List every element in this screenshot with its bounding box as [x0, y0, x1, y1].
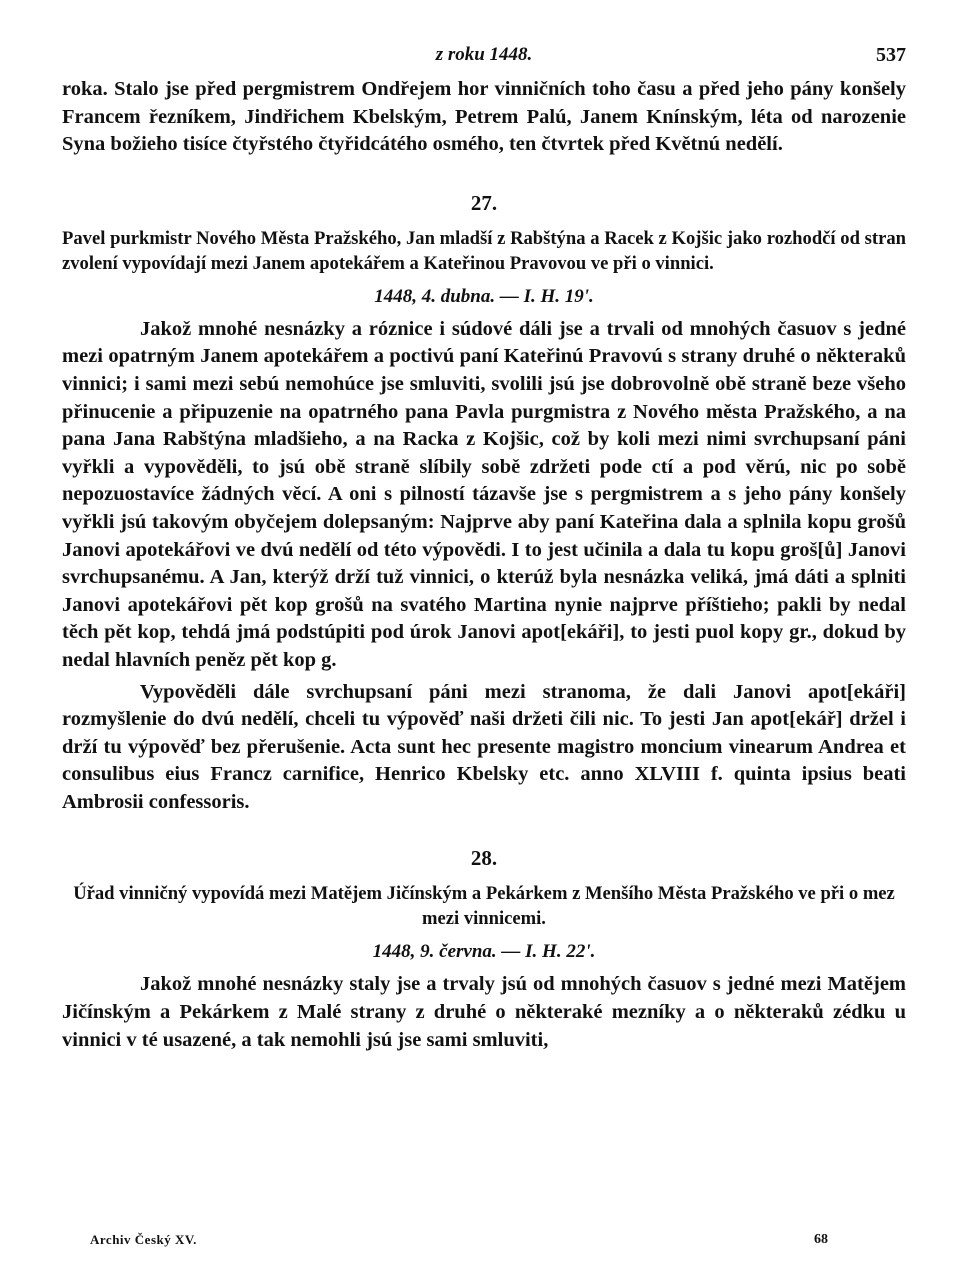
running-title: z roku 1448.	[435, 44, 533, 65]
section-27-paragraph-2: Vypověděli dále svrchupsaní páni mezi stranoma, že dali Janovi apot[ekáři] rozmyšlenie do dvú nedělí, chceli tu výpověď naši držeti čili nic. To jesti Jan apot[ekář] držel i drží tu výpověď bez přerušenie. Acta sunt hec presente magistro moncium vinearum Andrea et consulibus eius Francz carnifice, Henrico Kbelsky etc. anno XLVIII f. quinta ipsius beati Ambrosii confessoris.	[62, 680, 906, 813]
page-footer	[62, 1232, 906, 1256]
section-27-number: 27.	[470, 190, 498, 215]
section-28-regest: Úřad vinničný vypovídá mezi Matějem Jičínským a Pekárkem z Menšího Města Pražského ve při o mez mezi vinnicemi.	[73, 883, 895, 930]
section-27-date: 1448, 4. dubna. — I. H. 19'.	[374, 285, 594, 307]
section-27-paragraph-1: Jakož mnohé nesnázky a róznice i súdové dáli jse a trvali od mnohých časuov s jedné mezi opatrným Janem apotekářem a poctivú paní Kateřinú Pravovú s strany druhé o některaků vinnici; i sami mezi sebú nemohúce jse smluviti, svolili jsú jse dobrovolně obě straně beze všeho přinucenie a připuzenie na opatrného pana Pavla purgmistra z Nového města Pražského, a na pana Jana Rabštýna mladšieho, a na Racka z Kojšic, což by koli mezi nimi svrchupsaní páni vyřkli a vypověděli, to jsú obě straně slíbily sobě zdržeti pode ctí a pod věrú, nic po sobě nepozuostavíce žádných věcí. A oni s pilností tázavše jse s pergmistrem a s jeho pány konšely vyřkli jsú takovým obyčejem dolepsaným: Najprve aby paní Kateřina dala a splnila kopu grošů Janovi apotekářovi ve dvú nedělí od této výpovědi. I to jest učinila a dala tu kopu groš[ů] Janovi svrchupsanému. A Jan, kterýž drží tuž vinnici, o kterúž byla nesnázka veliká, jmá dáti a splniti Janovi apotekářovi pět kop grošů na svatého Martina nynie najprve příštieho; pakli by nedal těch pět kop, tehdá jmá podstúpiti pod úrok Janovi apot[ekáři], to jesti puol kopy gr., dokud by nedal hlavních peněz pět kop g.	[62, 317, 906, 671]
running-head	[62, 40, 906, 76]
section-28-number: 28.	[470, 846, 498, 871]
footer-gathering-mark: 68	[814, 1232, 828, 1247]
document-page	[62, 40, 906, 1054]
section-28-date: 1448, 9. června. — I. H. 22'.	[372, 941, 596, 963]
intro-paragraph: roka. Stalo jse před pergmistrem Ondřejem hor vinničních toho času a před jeho pány konšely Francem řezníkem, Jindřichem Kbelským, Petrem Palú, Janem Knínským, léta od narozenie Syna božieho tisíce čtyřstého čtyřidcátého osmého, ten čtvrtek před Květnú nedělí.	[62, 78, 906, 156]
footer-signature: Archiv Český XV.	[90, 1232, 197, 1247]
page-number: 537	[876, 44, 906, 66]
section-27-regest: Pavel purkmistr Nového Města Pražského, Jan mladší z Rabštýna a Racek z Kojšic jako rozhodčí od stran zvolení vypovídají mezi Janem apotekářem a Kateřinou Pravovou ve při o vinnici.	[62, 227, 906, 274]
section-28-paragraph-1: Jakož mnohé nesnázky staly jse a trvaly jsú od mnohých časuov s jedné mezi Matějem Jičínským a Pekárkem z Malé strany z druhé o některaké mezníky a o některaků zédku u vinnici v té usazené, a tak nemohli jsú jse sami smluviti,	[62, 973, 906, 1051]
